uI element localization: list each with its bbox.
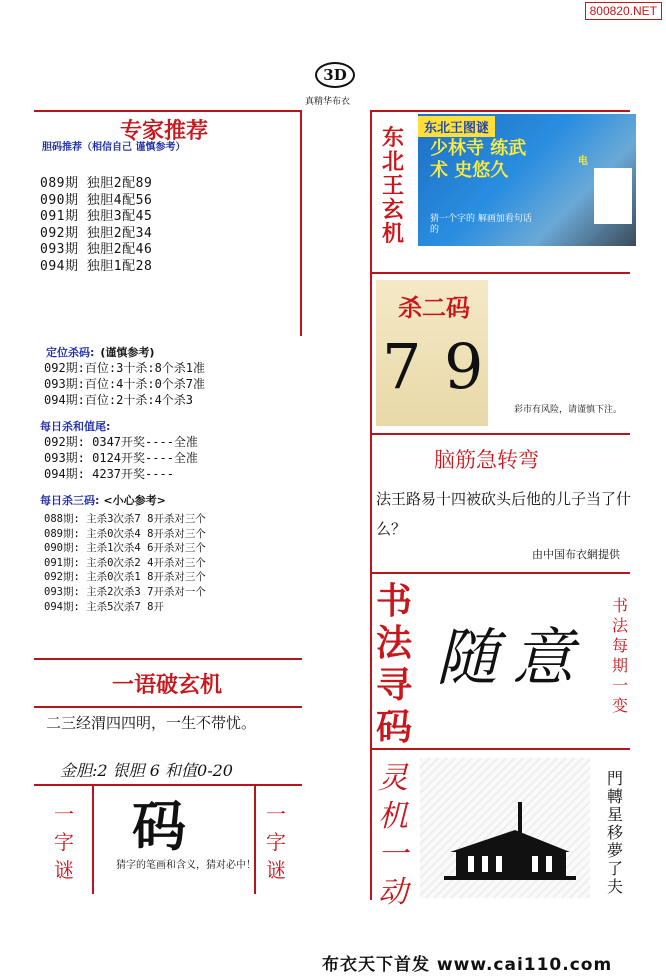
logo-3d-emblem: 3D bbox=[315, 62, 355, 88]
position-kill-heading: 定位杀码: (谨慎参考) bbox=[46, 346, 155, 359]
divider bbox=[254, 784, 256, 894]
daily-sum-row: 094期: 4237开奖---- bbox=[44, 467, 174, 481]
inspiration-right-verse: 門轉星移夢了夫 bbox=[606, 769, 623, 896]
calligraphy-label: 书法寻码 bbox=[375, 580, 412, 748]
calligraphy-art: 随意 bbox=[436, 621, 589, 694]
daily-sum-row: 092期: 0347开奖----全准 bbox=[44, 435, 198, 449]
expert-row: 094期 独胆1配28 bbox=[40, 258, 153, 274]
divider bbox=[370, 110, 630, 112]
footer-credit: 布衣天下首发 www.cai110.com bbox=[322, 955, 613, 975]
divider bbox=[370, 272, 630, 274]
expert-list bbox=[40, 176, 152, 275]
divider bbox=[34, 110, 302, 112]
dongbei-corner: 电 bbox=[578, 156, 588, 167]
expert-row: 089期 独胆2配89 bbox=[40, 176, 153, 191]
dongbei-banner: 东北王图谜 bbox=[418, 116, 495, 137]
kill-two-digit: 9 bbox=[444, 330, 484, 403]
expert-title: 专家推荐 bbox=[120, 118, 209, 144]
church-icon bbox=[440, 790, 580, 890]
daily-sum-heading: 每日杀和值尾: bbox=[40, 420, 111, 433]
dongbei-riddle-sub: 猜一个字的 解画加看句话的 bbox=[430, 214, 532, 235]
position-kill-row: 094期:百位:2十杀:4个杀3 bbox=[44, 393, 194, 407]
divider bbox=[370, 572, 630, 574]
daily-three-row: 089期: 主杀0次杀4 8开杀对三个 bbox=[44, 527, 206, 540]
daily-three-row: 088期: 主杀3次杀7 8开杀对三个 bbox=[44, 513, 206, 525]
divider bbox=[370, 748, 630, 750]
dongbei-blank-patch bbox=[594, 168, 632, 224]
brain-source: 由中国布衣網提供 bbox=[532, 548, 620, 561]
daily-three-row: 093期: 主杀2次杀3 7开杀对一个 bbox=[44, 585, 206, 598]
expert-row: 093期 独胆2配46 bbox=[40, 242, 153, 257]
expert-row: 092期 独胆2配34 bbox=[40, 225, 153, 241]
gold-silver-line: 金胆:2 银胆 6 和值0-20 bbox=[60, 761, 233, 780]
expert-row: 091期 独胆3配45 bbox=[40, 209, 153, 224]
kill-two-risk: 彩市有风险，请谨慎下注。 bbox=[514, 405, 623, 415]
daily-three-row: 090期: 主杀1次杀4 6开杀对三个 bbox=[44, 542, 206, 555]
inspiration-label: 灵机一动 bbox=[378, 761, 408, 910]
dongbei-riddle-image bbox=[418, 114, 636, 246]
divider bbox=[300, 110, 302, 336]
expert-subtitle: 胆码推荐（相信自己 谨慎参考） bbox=[42, 142, 186, 153]
daily-three-row: 091期: 主杀0次杀2 4开杀对三个 bbox=[44, 556, 206, 569]
position-kill-row: 092期:百位:3十杀:8个杀1准 bbox=[44, 361, 206, 375]
dongbei-label: 东北王玄机 bbox=[381, 125, 404, 247]
daily-three-heading: 每日杀三码: <小心参考> bbox=[40, 494, 166, 507]
kill-two-title: 杀二码 bbox=[398, 293, 470, 322]
word-riddle-side-right: 一字谜 bbox=[266, 802, 286, 882]
kill-two-digit: 7 bbox=[382, 330, 422, 403]
word-riddle-hint: 猜字的笔画和含义，猜对必中！ bbox=[116, 860, 256, 871]
site-watermark: 800820.NET bbox=[585, 2, 662, 20]
daily-three-row: 092期: 主杀0次杀1 8开杀对三个 bbox=[44, 571, 206, 584]
logo-caption: 真精华布衣 bbox=[305, 97, 351, 107]
daily-sum-row: 093期: 0124开奖----全准 bbox=[44, 451, 198, 465]
brain-title: 脑筋急转弯 bbox=[434, 448, 539, 472]
divider bbox=[34, 706, 302, 708]
saying-text: 二三经渭四四明，一生不带忧。 bbox=[46, 714, 257, 732]
kill-two-card bbox=[376, 280, 488, 426]
word-riddle-char: 码 bbox=[132, 794, 186, 858]
daily-sum-list bbox=[44, 434, 198, 482]
position-kill-list bbox=[44, 360, 205, 408]
divider bbox=[370, 110, 372, 900]
daily-three-list bbox=[44, 512, 206, 614]
calligraphy-right-label: 书法每期一变 bbox=[611, 596, 628, 715]
divider bbox=[92, 784, 94, 894]
daily-three-row: 094期: 主杀5次杀7 8开 bbox=[44, 600, 164, 613]
position-kill-row: 093期:百位:4十杀:0个杀7准 bbox=[44, 377, 206, 391]
dongbei-riddle-text: 少林寺 练武术 史悠久 bbox=[430, 138, 527, 181]
divider bbox=[34, 658, 302, 660]
saying-title: 一语破玄机 bbox=[112, 672, 223, 698]
brain-question: 法王路易十四被砍头后他的儿子当了什么？ bbox=[376, 490, 632, 538]
expert-row: 090期 独胆4配56 bbox=[40, 192, 153, 208]
word-riddle-side-left: 一字谜 bbox=[54, 802, 74, 882]
divider bbox=[370, 433, 630, 435]
